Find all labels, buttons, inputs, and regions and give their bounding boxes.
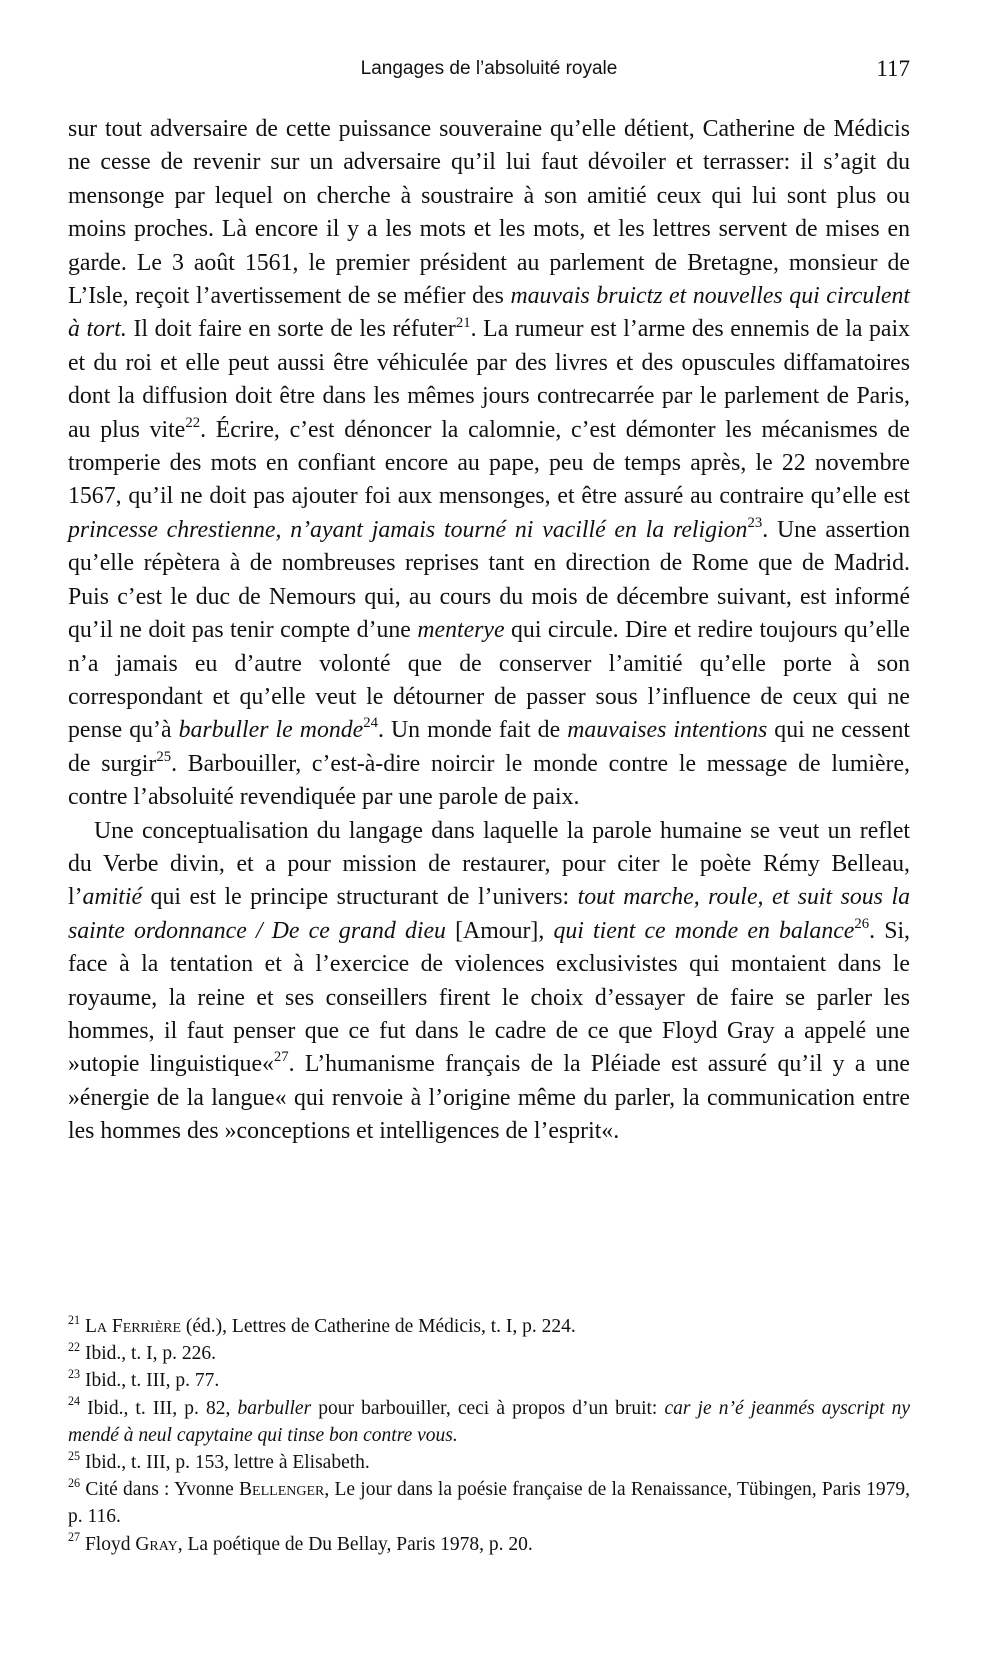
footnote <box>68 1340 910 1367</box>
text-run: Ibid., t. III, p. 77. <box>80 1370 220 1392</box>
text-run: . L’humanisme français de la Pléiade est assuré qu’il y a une »énergie de la langue« qui renvoie à l’origine même du parler, la communication entre les hommes des »conceptions et intelligences de l’esprit«. <box>68 1051 910 1145</box>
main-text <box>68 113 910 1149</box>
footnote <box>68 1531 910 1558</box>
paragraph <box>68 113 910 815</box>
footnote-ref: 26 <box>854 915 870 932</box>
text-run: . La rumeur est l’arme des ennemis de la paix et du roi et elle peut aussi être véhiculée par des livres et des opuscules diffamatoires dont la diffusion doit être dans les mêmes jours contrecarrée par le parlement de Paris, au plus vite <box>68 316 910 443</box>
text-run: [Amour], <box>445 917 554 944</box>
text-run: (éd.), Lettres de Catherine de Médicis, t. I, p. 224. <box>181 1316 576 1337</box>
footnote <box>68 1313 910 1340</box>
footnote-ref: 27 <box>68 1530 81 1545</box>
text-run: Floyd <box>80 1533 136 1555</box>
text-run: . Écrire, c’est dénoncer la calomnie, c’est démonter les mécanismes de tromperie des mots en confiant encore au pape, peu de temps après, le 22 novembre 1567, qu’il ne doit pas ajouter foi aux mensonges, et être assuré au contraire qu’elle est <box>68 416 910 510</box>
italic-text: menterye <box>417 617 505 644</box>
footnote-ref: 21 <box>455 314 471 331</box>
italic-text: tout marche, roule, et suit sous la sainte ordonnance / De ce grand dieu <box>68 884 910 944</box>
italic-text: barbuller <box>237 1397 312 1419</box>
page-number: 117 <box>876 56 910 81</box>
text-run: . Si, face à la tentation et à l’exercice de violences exclusivistes qui montaient dans le royaume, la reine et ses conseillers firent le choix d’essayer de faire se parler les hommes, il faut penser que ce fut dans le cadre de ce que Floyd Gray a appelé une »utopie linguistique« <box>68 917 910 1078</box>
footnote-ref: 24 <box>363 715 378 732</box>
italic-text: car je n’é jeanmés ayscript ny mendé à neul capytaine qui tinse bon contre vous. <box>68 1397 911 1446</box>
footnote-ref: 22 <box>68 1339 81 1354</box>
text-run: , La poétique de Du Bellay, Paris 1978, p. 20. <box>177 1533 533 1555</box>
text-run: . Une assertion qu’elle répètera à de nombreuses reprises tant en direction de Rome que de Madrid. Puis c’est le duc de Nemours qui, au cours du mois de décembre suivant, est informé qu’il ne doit pas tenir compte d’une <box>68 516 910 644</box>
italic-text: mauvais bruictz et nouvelles qui circulent à tort. <box>68 283 911 343</box>
text-run: qui est le principe structurant de l’univers: <box>142 884 578 911</box>
text-run: . Un monde fait de <box>377 717 568 744</box>
footnote <box>68 1395 910 1449</box>
footnote-ref: 25 <box>156 748 172 765</box>
footnotes <box>68 1313 910 1558</box>
footnote <box>68 1449 910 1476</box>
footnote-ref: 27 <box>273 1049 289 1066</box>
footnote-ref: 23 <box>747 514 763 531</box>
italic-text: amitié <box>82 884 143 911</box>
author-name: Gray <box>135 1533 178 1555</box>
footnote-ref: 25 <box>68 1448 81 1463</box>
text-run: sur tout adversaire de cette puissance souveraine qu’elle détient, Catherine de Médicis ne cesse de revenir sur un adversaire qu’il lui faut dévoiler et terrasser: il s’agit du mensonge par lequel on cherche à soustraire à son amitié ceux qui lui sont plus ou moins proches. Là encore il y a les mots et les mots, et les lettres servent de mises en garde. Le 3 août 1561, le premier président au parlement de Bretagne, monsieur de L’Isle, reçoit l’avertissement de se méfier des <box>68 116 910 310</box>
text-run: qui circule. Dire et redire toujours qu’elle n’a jamais eu d’autre volonté que de conserver l’amitié qu’elle porte à son correspondant et qu’elle veut le détourner de passer sous l’influence de ceux qui ne pense qu’à <box>68 617 910 744</box>
text-run: Ibid., t. III, p. 153, lettre à Elisabeth. <box>80 1452 370 1474</box>
footnote <box>68 1367 910 1394</box>
text-run: , Le jour dans la poésie française de la Renaissance, Tübingen, Paris 1979, p. 116. <box>68 1479 910 1528</box>
text-run: . Barbouiller, c’est-à-dire noircir le monde contre le message de lumière, contre l’absoluité revendiquée par une parole de paix. <box>68 750 910 811</box>
text-run: pour barbouiller, ceci à propos d’un bruit: <box>311 1397 665 1419</box>
text-run: Une conceptualisation du langage dans laquelle la parole humaine se veut un reflet du Verbe divin, et a pour mission de restaurer, pour citer le poète Rémy Belleau, l’ <box>68 817 910 911</box>
footnote-ref: 22 <box>185 414 201 431</box>
italic-text: barbuller le monde <box>178 717 364 744</box>
paragraph <box>68 815 910 1149</box>
footnote-ref: 26 <box>68 1475 81 1490</box>
author-name: La Ferrière <box>84 1316 182 1337</box>
italic-text: qui tient ce monde en balance <box>553 917 855 944</box>
page-header <box>68 56 910 86</box>
text-run: Ibid., t. I, p. 226. <box>80 1343 217 1365</box>
footnote <box>68 1476 910 1530</box>
footnote-ref: 23 <box>68 1366 81 1381</box>
author-name: Bellenger <box>239 1479 325 1501</box>
footnote-ref: 24 <box>68 1394 81 1409</box>
italic-text: mauvaises intentions <box>567 717 768 744</box>
text-run: qui ne cessent de surgir <box>68 717 910 777</box>
italic-text: princesse chrestienne, n’ayant jamais tourné ni vacillé en la religion <box>68 516 748 543</box>
text-run: Ibid., t. III, p. 82, <box>80 1397 238 1419</box>
footnote-ref: 21 <box>68 1312 81 1327</box>
text-run: Il doit faire en sorte de les réfuter <box>126 316 456 343</box>
text-run: Cité dans : Yvonne <box>80 1479 240 1501</box>
running-title: Langages de l’absoluité royale <box>360 58 618 79</box>
